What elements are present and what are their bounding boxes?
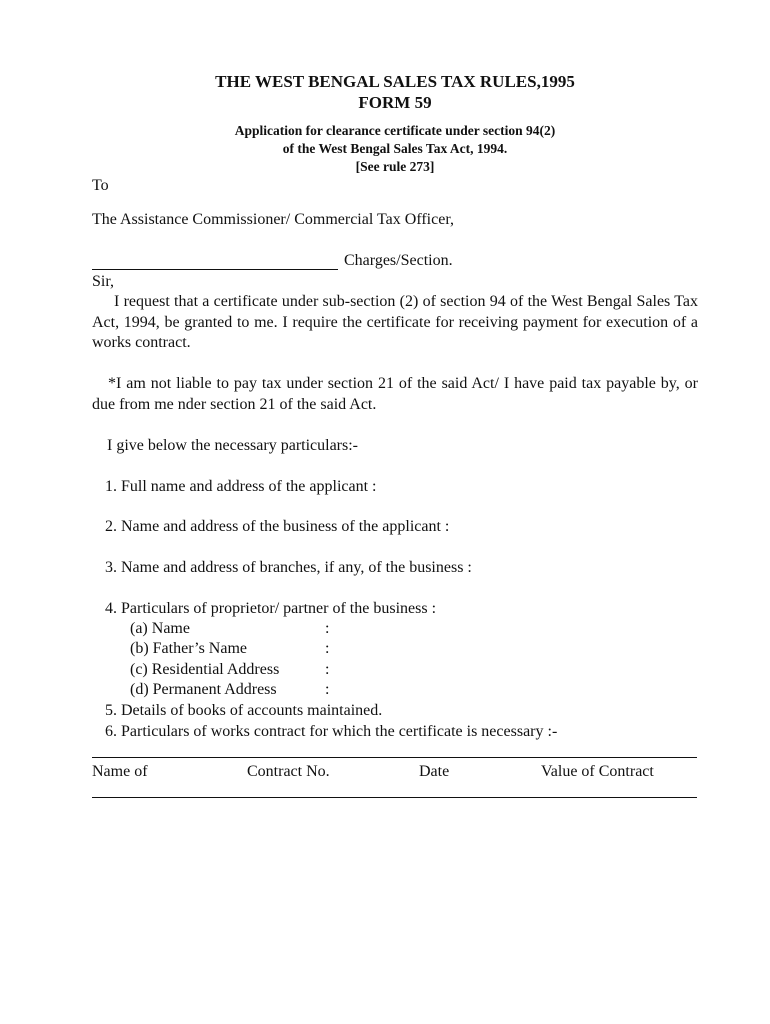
sub-item-residential-address-colon: : bbox=[325, 661, 330, 678]
salutation: Sir, bbox=[92, 273, 115, 290]
particular-item-4: 4. Particulars of proprietor/ partner of the business : bbox=[105, 600, 437, 617]
request-paragraph: I request that a certificate under sub-section (2) of section 94 of the West Bengal Sales Tax Act, 1994, be granted to me. I require the certificate for receiving payment for execution of a works contract. bbox=[92, 293, 698, 351]
particular-item-2: 2. Name and address of the business of the applicant : bbox=[105, 518, 450, 535]
table-bottom-rule bbox=[92, 797, 697, 798]
charge-blank-line bbox=[92, 269, 338, 270]
sub-item-residential-address: (c) Residential Address bbox=[130, 661, 280, 678]
sub-item-permanent-address-colon: : bbox=[325, 681, 330, 698]
particular-item-1: 1. Full name and address of the applicant : bbox=[105, 478, 377, 495]
table-header-date: Date bbox=[419, 763, 450, 780]
liability-paragraph: *I am not liable to pay tax under section 21 of the said Act/ I have paid tax payable by, or due from me nder section 21 of the said Act. bbox=[92, 375, 698, 413]
form-subtitle-line2: of the West Bengal Sales Tax Act, 1994. bbox=[282, 141, 508, 156]
form-title-rules: THE WEST BENGAL SALES TAX RULES,1995 bbox=[215, 72, 575, 91]
table-header-value-of-contract: Value of Contract bbox=[541, 763, 654, 780]
form-subtitle-line1: Application for clearance certificate under section 94(2) bbox=[234, 123, 556, 138]
sub-item-fathers-name: (b) Father’s Name bbox=[130, 640, 247, 657]
to-label: To bbox=[92, 177, 109, 194]
sub-item-name: (a) Name bbox=[130, 620, 190, 637]
addressee-line: The Assistance Commissioner/ Commercial Tax Officer, bbox=[92, 211, 455, 228]
particular-item-6: 6. Particulars of works contract for which the certificate is necessary :- bbox=[105, 723, 558, 740]
particular-item-5: 5. Details of books of accounts maintained. bbox=[105, 702, 383, 719]
charges-section-label: Charges/Section. bbox=[344, 252, 453, 269]
particular-item-3: 3. Name and address of branches, if any, of the business : bbox=[105, 559, 472, 576]
sub-item-name-colon: : bbox=[325, 620, 330, 637]
form-subtitle-rule-reference: [See rule 273] bbox=[355, 159, 435, 174]
particulars-intro: I give below the necessary particulars:- bbox=[107, 437, 359, 454]
table-top-rule bbox=[92, 757, 697, 758]
sub-item-fathers-name-colon: : bbox=[325, 640, 330, 657]
table-header-name-of: Name of bbox=[92, 763, 148, 780]
table-header-contract-no: Contract No. bbox=[247, 763, 330, 780]
sub-item-permanent-address: (d) Permanent Address bbox=[130, 681, 277, 698]
form-title-number: FORM 59 bbox=[358, 93, 432, 112]
